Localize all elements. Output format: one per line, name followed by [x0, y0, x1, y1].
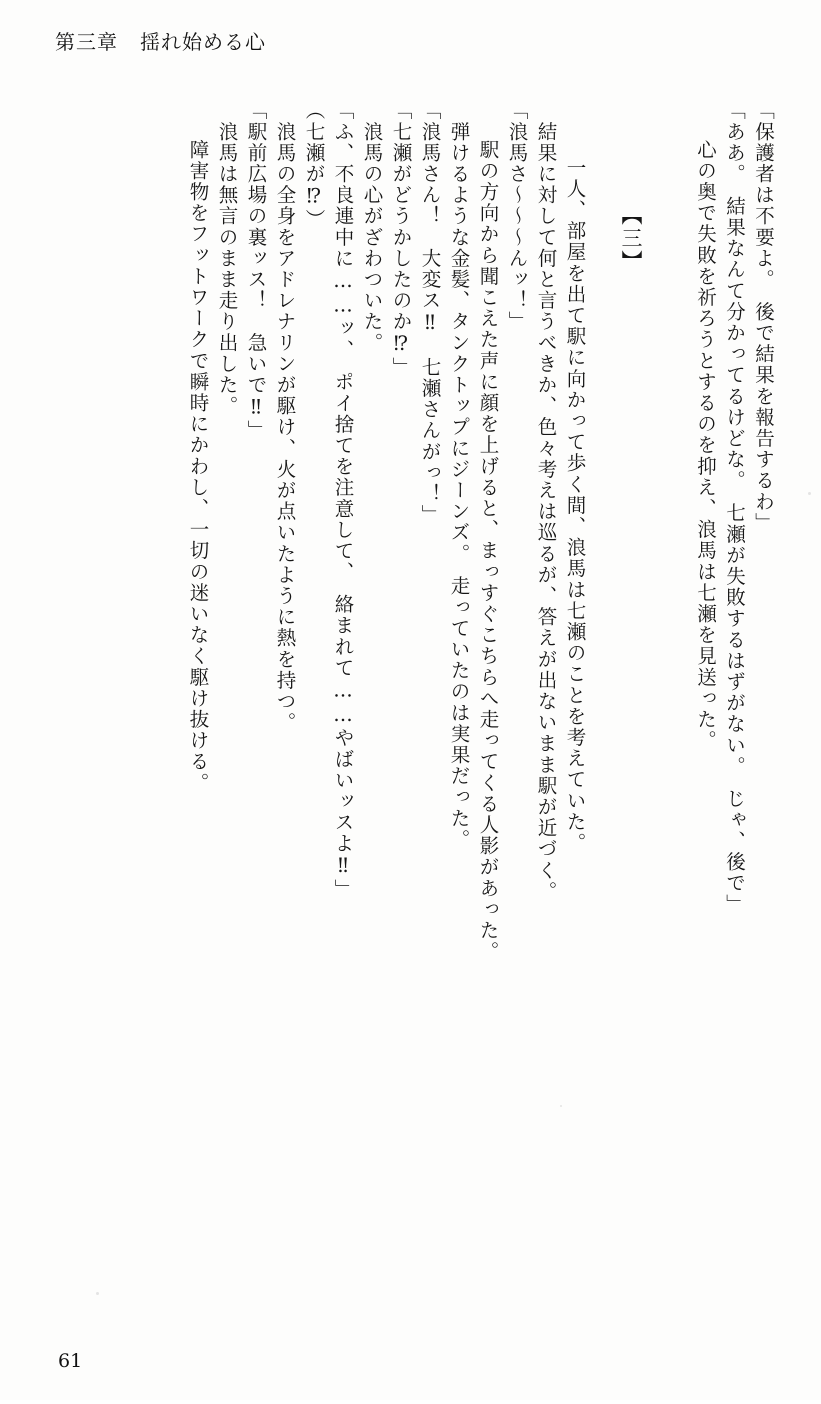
text-line: 「保護者は不要よ。 後で結果を報告するわ」: [752, 100, 775, 534]
page-body: [63, 100, 773, 1300]
chapter-title: 揺れ始める心: [140, 30, 266, 54]
text-line: 「駅前広場の裏ッス！ 急いで‼」: [244, 100, 268, 442]
scan-speck: [96, 1292, 99, 1295]
text-line: 浪馬の心がざわついた。: [360, 100, 384, 354]
text-line: 「七瀬がどうかしたのか⁉」: [389, 100, 413, 378]
text-line: 「浪馬さ～～～んッ！」: [505, 100, 529, 333]
text-line: 浪馬は無言のまま走り出した。: [215, 100, 239, 417]
text-line: 「ああ。 結果なんて分かってるけどな。 七瀬が失敗するはずがない。 じゃ、後で」: [723, 100, 746, 915]
text-line: （七瀬が⁉）: [302, 100, 326, 231]
text-line: 駅の方向から聞こえた声に顔を上げると、まっすぐこちらへ走ってくる人影があった。: [476, 118, 500, 962]
text-line: 結果に対して何と言うべきか、色々考えは巡るが、答えが出ないまま駅が近づく。: [534, 100, 558, 902]
page-number: 61: [58, 1350, 83, 1372]
chapter-header: [55, 26, 266, 55]
column-gap: [585, 100, 607, 1300]
text-line: 一人、部屋を出て駅に向かって歩く間、浪馬は七瀬のことを考えていた。: [563, 136, 587, 854]
chapter-number: 第三章: [55, 30, 118, 54]
vertical-text-columns: [63, 100, 773, 1300]
text-line: 「ふ、不良連中に……ッ、 ポイ捨てを注意して、 絡まれて……やばいッスよ‼」: [331, 100, 355, 900]
text-line: 弾けるような金髪、タンクトップにジーンズ。 走っていたのは実果だった。: [447, 100, 471, 850]
section-marker: 【三】: [619, 204, 643, 273]
text-line: 「浪馬さん！ 大変ス‼ 七瀬さんがっ！」: [418, 100, 442, 526]
text-line: 障害物をフットワークで瞬時にかわし、一切の迷いなく駆け抜ける。: [186, 118, 210, 794]
text-line: 心の奥で失敗を祈ろうとするのを抑え、浪馬は七瀬を見送った。: [694, 118, 717, 751]
column-gap: [646, 100, 686, 1300]
scan-speck: [560, 1105, 562, 1107]
scan-speck: [808, 492, 811, 495]
text-line: 浪馬の全身をアドレナリンが駆け、火が点いたように熱を持つ。: [273, 100, 297, 733]
